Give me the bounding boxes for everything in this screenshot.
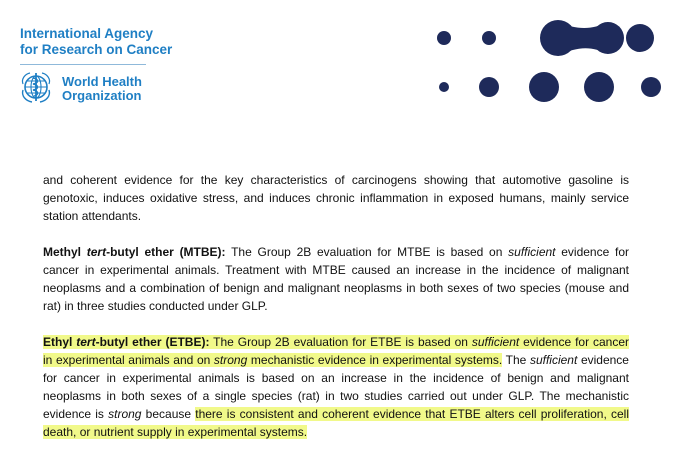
etbe-text-2: sufficient: [529, 353, 578, 367]
paragraph-etbe: [43, 333, 629, 441]
etbe-name-b: tert: [76, 335, 96, 349]
etbe-hl-text-1: The Group 2B evaluation for ETBE is based on: [209, 335, 472, 349]
etbe-hl-text-2: sufficient: [471, 335, 520, 349]
etbe-hl-text-5: mechanistic evidence in experimental systems.: [247, 353, 503, 367]
who-emblem-icon: [19, 70, 53, 104]
etbe-hl-text-4: strong: [213, 353, 248, 367]
iarc-line-2: for Research on Cancer: [20, 42, 173, 57]
logo-divider: [20, 64, 146, 65]
mtbe-text-3: evidence for cancer in experimental animals. Treatment with MTBE caused an increase in the incidence of malignant neoplasms and a combination of benign and malignant neoplasms in both sexes of two species (mouse and rat) in three studies conducted under GLP.: [43, 245, 630, 313]
etbe-hl-text-3: evidence for cancer in experimental animals and on: [43, 335, 630, 367]
mtbe-text-2: sufficient: [508, 245, 556, 259]
etbe-name-c: -butyl ether (ETBE):: [95, 335, 210, 349]
etbe-text-5: because: [141, 407, 196, 421]
etbe-text-4: strong: [108, 407, 142, 421]
paragraph-mtbe: [43, 243, 629, 315]
page-header: [0, 0, 692, 120]
iarc-line-1: International Agency: [20, 26, 154, 41]
iarc-dots-graphic: [432, 14, 668, 110]
iarc-logo-text: [20, 26, 172, 58]
dot-5: [479, 77, 499, 97]
etbe-highlight-2: there is consistent and coherent evidence that ETBE alters cell proliferation, cell death, or nutrient supply in experimental systems.: [43, 407, 629, 439]
etbe-text-1: The: [502, 353, 530, 367]
dot-6: [529, 72, 559, 102]
document-body: [43, 171, 629, 441]
dot-1: [437, 31, 451, 45]
dot-3: [626, 24, 654, 52]
etbe-text-3: evidence for cancer in experimental animals is based on an increase in the incidence of benign and malignant neoplasms in both sexes of a single species (rat) in two studies carried out under GLP. The mechanistic evidence is: [43, 353, 629, 421]
who-logo-text: [62, 75, 142, 103]
mtbe-name-c: -butyl ether (MTBE):: [106, 245, 226, 259]
etbe-heading: [43, 335, 209, 349]
dot-4: [439, 82, 449, 92]
mtbe-name-b: tert: [86, 245, 107, 259]
who-line-1: World Health: [62, 74, 142, 89]
dot-7: [584, 72, 614, 102]
mtbe-name-a: Methyl: [43, 245, 87, 259]
etbe-name-a: Ethyl: [43, 335, 77, 349]
mtbe-text-1: The Group 2B evaluation for MTBE is based on: [225, 245, 509, 259]
who-line-2: Organization: [62, 88, 142, 103]
mtbe-heading: [43, 245, 226, 259]
dot-2: [482, 31, 496, 45]
paragraph-gasoline: and coherent evidence for the key characteristics of carcinogens showing that automotive gasoline is genotoxic, induces oxidative stress, and induces chronic inflammation in exposed humans, mainly service station attendants.: [43, 173, 629, 223]
dot-8: [641, 77, 661, 97]
